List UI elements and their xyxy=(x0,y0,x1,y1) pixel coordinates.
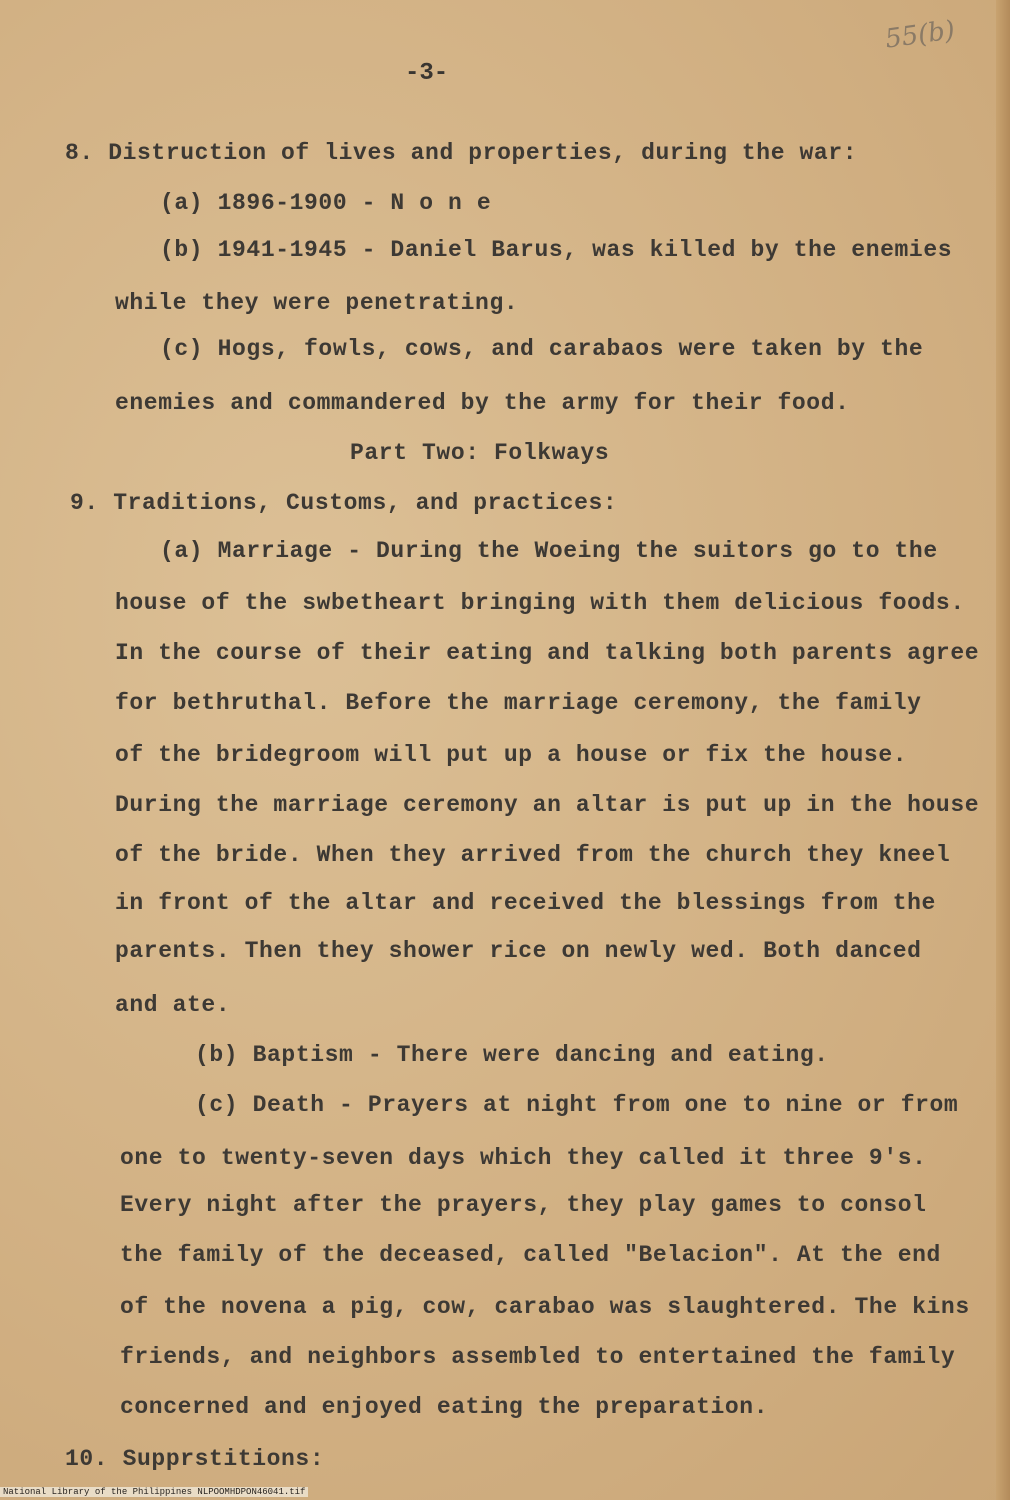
item-9a-line-2: house of the swbetheart bringing with them delicious foods. xyxy=(115,590,965,616)
item-9a-line-7: of the bride. When they arrived from the church they kneel xyxy=(115,842,951,868)
item-9a-line-8: in front of the altar and received the blessings from the xyxy=(115,890,936,916)
item-8c-cont: enemies and commandered by the army for their food. xyxy=(115,390,850,416)
item-9a-line-4: for bethruthal. Before the marriage ceremony, the family xyxy=(115,690,922,716)
item-9a: (a) Marriage - During the Woeing the suitors go to the xyxy=(160,538,938,564)
item-9c-line-4: the family of the deceased, called "Belacion". At the end xyxy=(120,1242,941,1268)
section-heading-folkways: Part Two: Folkways xyxy=(350,440,610,466)
item-9b: (b) Baptism - There were dancing and eating. xyxy=(195,1042,829,1068)
item-9c-line-2: one to twenty-seven days which they called it three 9's. xyxy=(120,1145,927,1171)
item-10-heading: 10. Supprstitions: xyxy=(65,1446,325,1472)
item-9a-line-5: of the bridegroom will put up a house or fix the house. xyxy=(115,742,908,768)
item-9c-line-6: friends, and neighbors assembled to entertained the family xyxy=(120,1344,956,1370)
item-8-heading: 8. Distruction of lives and properties, during the war: xyxy=(65,140,858,166)
item-9c-line-5: of the novena a pig, cow, carabao was slaughtered. The kins xyxy=(120,1294,970,1320)
item-8b: (b) 1941-1945 - Daniel Barus, was killed by the enemies xyxy=(160,237,953,263)
item-9a-line-6: During the marriage ceremony an altar is put up in the house xyxy=(115,792,980,818)
item-9c-line-3: Every night after the prayers, they play games to consol xyxy=(120,1192,927,1218)
page-edge xyxy=(996,0,1010,1500)
item-9c: (c) Death - Prayers at night from one to nine or from xyxy=(195,1092,959,1118)
page-number: -3- xyxy=(405,60,449,87)
item-8c: (c) Hogs, fowls, cows, and carabaos were taken by the xyxy=(160,336,924,362)
item-9a-line-10: and ate. xyxy=(115,992,231,1018)
item-9a-line-3: In the course of their eating and talking both parents agree xyxy=(115,640,980,666)
item-9-heading: 9. Traditions, Customs, and practices: xyxy=(70,490,618,516)
item-8a: (a) 1896-1900 - N o n e xyxy=(160,190,492,216)
item-8b-cont: while they were penetrating. xyxy=(115,290,519,316)
item-9a-line-9: parents. Then they shower rice on newly wed. Both danced xyxy=(115,938,922,964)
handwritten-page-note: 55(b) xyxy=(883,15,957,55)
archive-footer: National Library of the Philippines NLPOOMHDPON46041.tif xyxy=(0,1487,308,1497)
item-9c-line-7: concerned and enjoyed eating the preparation. xyxy=(120,1394,769,1420)
